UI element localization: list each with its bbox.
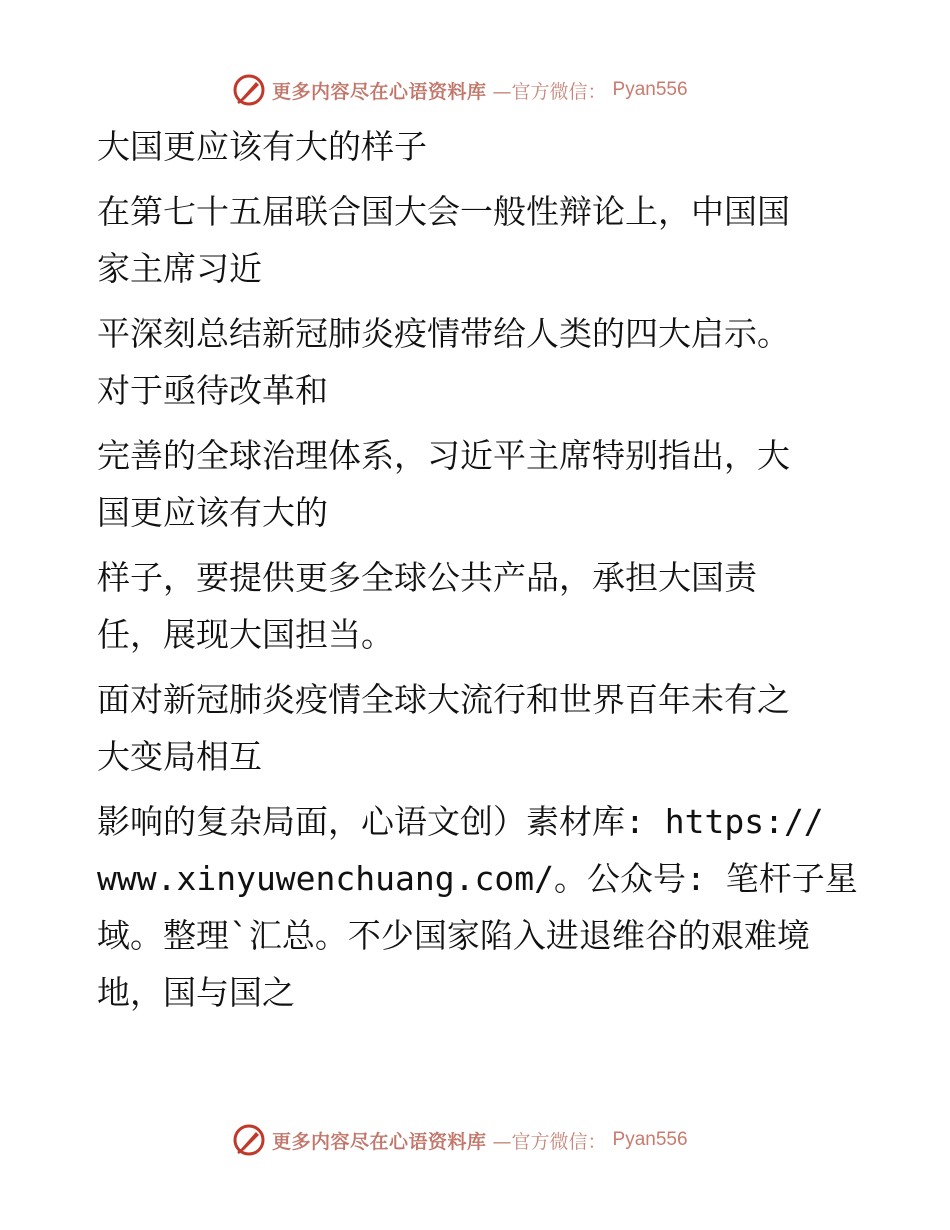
paragraph-3-line-2: 国更应该有大的 <box>97 493 328 532</box>
paragraph-2-line-1: 平深刻总结新冠肺炎疫情带给人类的四大启示。 <box>97 314 790 353</box>
quill-pen-seal-icon <box>232 73 266 107</box>
watermark-wechat-id: Pyan556 <box>612 79 688 100</box>
paragraph-6-line-2: www.xinyuwenchuang.com/。公众号: 笔杆子星 <box>97 859 858 898</box>
watermark-separator-text: —官方微信： <box>492 80 607 103</box>
paragraph-6-line-1: 影响的复杂局面，心语文创）素材库: https:// <box>97 802 824 841</box>
paragraph-5-line-1: 面对新冠肺炎疫情全球大流行和世界百年未有之 <box>97 680 790 719</box>
quill-pen-seal-icon <box>232 1123 266 1157</box>
paragraph-6-line-4: 地，国与国之 <box>97 973 295 1012</box>
paragraph-3-line-1: 完善的全球治理体系，习近平主席特别指出，大 <box>97 436 790 475</box>
watermark-main-text: 更多内容尽在心语资料库 <box>272 1130 487 1153</box>
paragraph-2-line-2: 对于亟待改革和 <box>97 371 328 410</box>
paragraph-4-line-2: 任，展现大国担当。 <box>97 615 394 654</box>
watermark-main-text: 更多内容尽在心语资料库 <box>272 80 487 103</box>
paragraph-1-line-2: 家主席习近 <box>97 249 262 288</box>
header-watermark <box>232 72 688 108</box>
footer-watermark <box>232 1122 688 1158</box>
paragraph-1-line-1: 在第七十五届联合国大会一般性辩论上，中国国 <box>97 192 790 231</box>
document-title: 大国更应该有大的样子 <box>97 127 427 166</box>
watermark-separator-text: —官方微信： <box>492 1130 607 1153</box>
paragraph-4-line-1: 样子，要提供更多全球公共产品，承担大国责 <box>97 558 757 597</box>
paragraph-5-line-2: 大变局相互 <box>97 737 262 776</box>
paragraph-6-line-3: 域。整理`汇总。不少国家陷入进退维谷的艰难境 <box>97 916 810 955</box>
watermark-wechat-id: Pyan556 <box>612 1129 688 1150</box>
document-body <box>97 118 858 1021</box>
